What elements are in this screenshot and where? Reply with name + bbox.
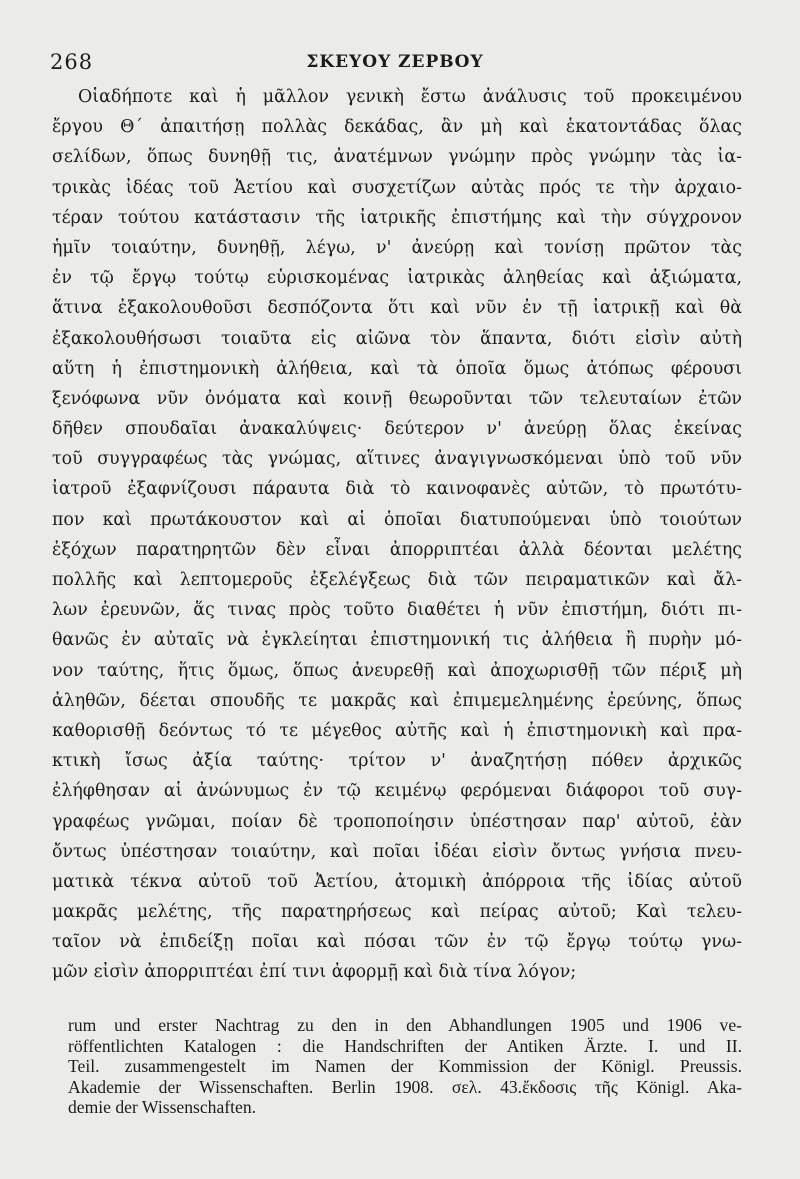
text-line: γραφέως γνῶμαι, ποίαν δὲ τροποποίησιν ὑπέστησαν παρ' αὐτοῦ, ἐὰν [52, 811, 742, 832]
footnote-line: Teil. zusammengestelt im Namen der Kommission der Königl. Preussis. [68, 1056, 742, 1077]
text-line: ξενόφωνα νῦν ὀνόματα καὶ κοινῇ θεωροῦνται τῶν τελευταίων ἐτῶν [52, 388, 742, 409]
text-line: ὄντως ὑπέστησαν τοιαύτην, καὶ ποῖαι ἰδέαι εἰσὶν ὄντως γνήσια πνευ- [52, 841, 742, 862]
text-line: ἔργου Θ΄ ἀπαιτήσῃ πολλὰς δεκάδας, ἂν μὴ καὶ ἑκατοντάδας ὅλας [52, 117, 742, 138]
text-line: ἐλήφθησαν αἱ ἀνώνυμως ἐν τῷ κειμένῳ φερόμεναι διάφοροι τοῦ συγ- [52, 781, 742, 802]
text-line: ἐν τῷ ἔργῳ τούτῳ εὑρισκομένας ἰατρικὰς ἀληθείας καὶ ἀξιώματα, [52, 268, 742, 289]
footnote-line: rum und erster Nachtrag zu den in den Abhandlungen 1905 und 1906 ve- [68, 1015, 742, 1035]
text-line: Οἱαδήποτε καὶ ἡ μᾶλλον γενικὴ ἔστω ἀνάλυσις τοῦ προκειμένου [78, 87, 742, 107]
footnote-line: Akademie der Wissenschaften. Berlin 1908. σελ. 43.ἔκδοσις τῆς Königl. Aka- [68, 1076, 742, 1097]
page-header [50, 50, 740, 76]
text-line: μακρᾶς μελέτης, τῆς παρατηρήσεως καὶ πείρας αὐτοῦ; Καὶ τελευ- [52, 902, 742, 923]
footnote-line: demie der Wissenschaften. [68, 1097, 257, 1118]
text-line: ἰατροῦ ἐξαφνίζουσι πάραυτα διὰ τὸ καινοφανὲς αὐτῶν, τὸ πρωτότυ- [52, 479, 742, 500]
text-line: θανῶς ἐν αὐταῖς νὰ ἐγκλείηται ἐπιστημονική τις ἀλήθεια ἢ πυρὴν μό- [52, 630, 742, 651]
text-line: δῆθεν σπουδαῖαι ἀνακαλύψεις· δεύτερον ν' ἀνεύρῃ ὅλας ἐκείνας [52, 419, 742, 440]
text-line: αὕτη ἡ ἐπιστημονικὴ ἀλήθεια, καὶ τὰ ὁποῖα ὅμως ἀτόπως φέρουσι [52, 358, 742, 379]
text-line: πολλῆς καὶ λεπτομεροῦς ἐξελέγξεως διὰ τῶν πειραματικῶν καὶ ἄλ- [52, 570, 742, 590]
main-text [52, 82, 742, 988]
text-line: κτικὴ ἴσως ἀξία ταύτης· τρίτον ν' ἀναζητήσῃ πόθεν ἀρχικῶς [52, 751, 742, 772]
footnote [68, 1015, 742, 1118]
text-line: ταῖον νὰ ἐπιδείξῃ ποῖαι καὶ πόσαι τῶν ἐν τῷ ἔργῳ τούτῳ γνω- [52, 932, 742, 953]
text-line: τρικὰς ἰδέας τοῦ Ἀετίου καὶ συσχετίζων αὐτὰς πρός τε τὴν ἀρχαιο- [52, 177, 742, 198]
text-line: τοῦ συγγραφέως τὰς γνώμας, αἵτινες ἀναγιγνωσκόμεναι ὑπὸ τοῦ νῦν [52, 449, 742, 470]
text-line: ἀληθῶν, δέεται σπουδῆς τε μακρᾶς καὶ ἐπιμεμελημένης ἐρεύνης, ὅπως [52, 690, 742, 711]
text-line: ματικὰ τέκνα αὐτοῦ τοῦ Ἀετίου, ἀτομικὴ ἀπόρροια τῆς ἰδίας αὐτοῦ [52, 871, 742, 892]
text-line: ἡμῖν τοιαύτην, δυνηθῇ, λέγω, ν' ἀνεύρῃ καὶ τονίσῃ πρῶτον τὰς [52, 237, 742, 258]
text-line: σελίδων, ὅπως δυνηθῇ τις, ἀνατέμνων γνώμην πρὸς γνώμην τὰς ἰα- [52, 147, 742, 168]
text-line: ἐξόχων παρατηρητῶν δὲν εἶναι ἀπορριπτέαι ἀλλὰ δέονται μελέτης [52, 539, 742, 560]
text-line: μῶν εἰσὶν ἀπορριπτέαι ἐπί τινι ἀφορμῇ καὶ διὰ τίνα λόγον; [52, 962, 577, 983]
footnote-line: röffentlichten Katalogen : die Handschriften der Antiken Ärzte. I. und II. [68, 1035, 742, 1056]
running-title: ΣΚΕΥΟΥ ΖΕΡΒΟΥ [306, 52, 484, 72]
text-line: νον ταύτης, ἥτις ὅμως, ὅπως ἀνευρεθῇ καὶ ἀποχωρισθῇ τῶν πέριξ μὴ [52, 660, 742, 681]
text-line: καθορισθῇ δεόντως τό τε μέγεθος αὐτῆς καὶ ἡ ἐπιστημονικὴ καὶ πρα- [52, 720, 742, 741]
text-line: τέραν τούτου κατάστασιν τῆς ἰατρικῆς ἐπιστήμης καὶ τὴν σύγχρονον [52, 207, 742, 228]
page-number: 268 [50, 50, 94, 74]
text-line: ἅτινα ἐξακολουθοῦσι δεσπόζοντα ὅτι καὶ νῦν ἐν τῇ ἰατρικῇ καὶ θὰ [52, 298, 742, 319]
text-line: ἐξακολουθήσωσι τοιαῦτα εἰς αἰῶνα τὸν ἅπαντα, διότι εἰσὶν αὐτὴ [52, 328, 742, 349]
text-line: πον καὶ πρωτάκουστον καὶ αἱ ὁποῖαι διατυπούμεναι ὑπὸ τοιούτων [52, 509, 742, 530]
text-line: λων ἐρευνῶν, ἅς τινας πρὸς τοῦτο διαθέτει ἡ νῦν ἐπιστήμη, διότι πι- [52, 600, 742, 621]
